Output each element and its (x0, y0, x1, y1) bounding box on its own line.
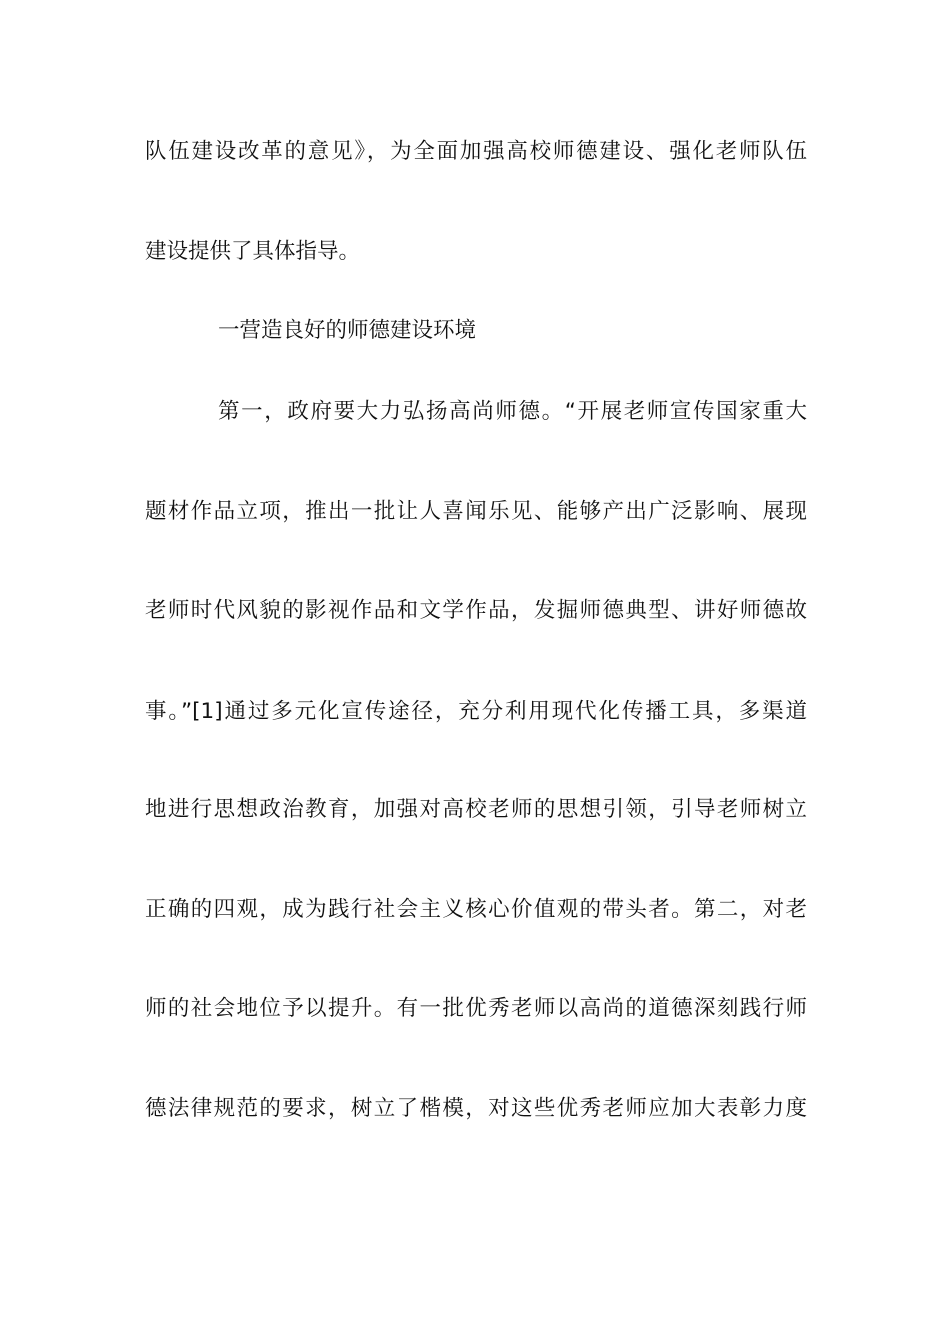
body-text-line-4: 题材作品立项，推出一批让人喜闻乐见、能够产出广泛影响、展现 (145, 499, 807, 524)
body-text-line-1: 队伍建设改革的意见》，为全面加强高校师德建设、强化老师队伍 (145, 139, 807, 164)
body-text-line-9: 师的社会地位予以提升。有一批优秀老师以高尚的道德深刻践行师 (145, 996, 807, 1021)
body-text-line-2: 建设提供了具体指导。 (145, 239, 361, 264)
body-text-line-5: 老师时代风貌的影视作品和文学作品，发掘师德典型、讲好师德故 (145, 598, 807, 623)
body-text-line-7: 地进行思想政治教育，加强对高校老师的思想引领，引导老师树立 (145, 797, 807, 822)
body-text-line-3: 第一，政府要大力弘扬高尚师德。“开展老师宣传国家重大 (218, 399, 807, 424)
body-text-line-8: 正确的四观，成为践行社会主义核心价值观的带头者。第二，对老 (145, 897, 807, 922)
body-text-line-10: 德法律规范的要求，树立了楷模，对这些优秀老师应加大表彰力度 (145, 1096, 807, 1121)
body-text-line-6: 事。”[1]通过多元化宣传途径，充分利用现代化传播工具，多渠道 (145, 699, 807, 724)
section-heading: 一营造良好的师德建设环境 (218, 318, 477, 343)
